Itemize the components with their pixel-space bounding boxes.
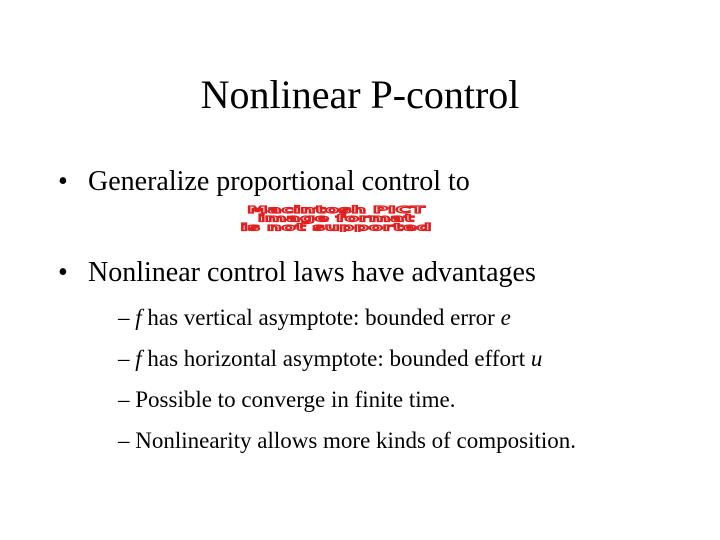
unsupported-image-placeholder (122, 204, 550, 232)
sub-bullet-text: has horizontal asymptote: bounded effort (141, 346, 531, 371)
pict-placeholder-graphic (122, 204, 550, 232)
function-variable: f (135, 346, 142, 371)
sub-bullet-item (118, 420, 576, 461)
pict-line-2: image format (258, 212, 414, 224)
sub-bullet-list (118, 297, 576, 461)
sub-bullet-item (118, 338, 576, 379)
pict-line-1: Macintosh PICT (247, 204, 425, 216)
sub-bullet-dash: – (118, 387, 130, 412)
bullet-symbol: • (58, 166, 68, 197)
bullet-item (58, 165, 470, 199)
bullet-text: Generalize proportional control to (88, 166, 470, 197)
bullet-text: Nonlinear control laws have advantages (88, 257, 536, 288)
sub-bullet-text: has vertical asymptote: bounded error (141, 305, 501, 330)
sub-bullet-item (118, 379, 576, 420)
sub-bullet-dash: – (118, 305, 130, 330)
effort-variable: u (530, 346, 543, 371)
bullet-symbol: • (58, 257, 68, 288)
pict-line-3: is not supported (240, 221, 432, 232)
sub-bullet-dash: – (118, 346, 130, 371)
sub-bullet-dash: – (118, 428, 130, 453)
slide-title: Nonlinear P-control (200, 72, 520, 117)
function-variable: f (135, 305, 142, 330)
error-variable: e (500, 305, 511, 330)
sub-bullet-text: Possible to converge in finite time. (135, 387, 456, 412)
bullet-item (58, 256, 536, 290)
sub-bullet-text: Nonlinearity allows more kinds of composition. (135, 428, 577, 453)
sub-bullet-item (118, 297, 576, 338)
